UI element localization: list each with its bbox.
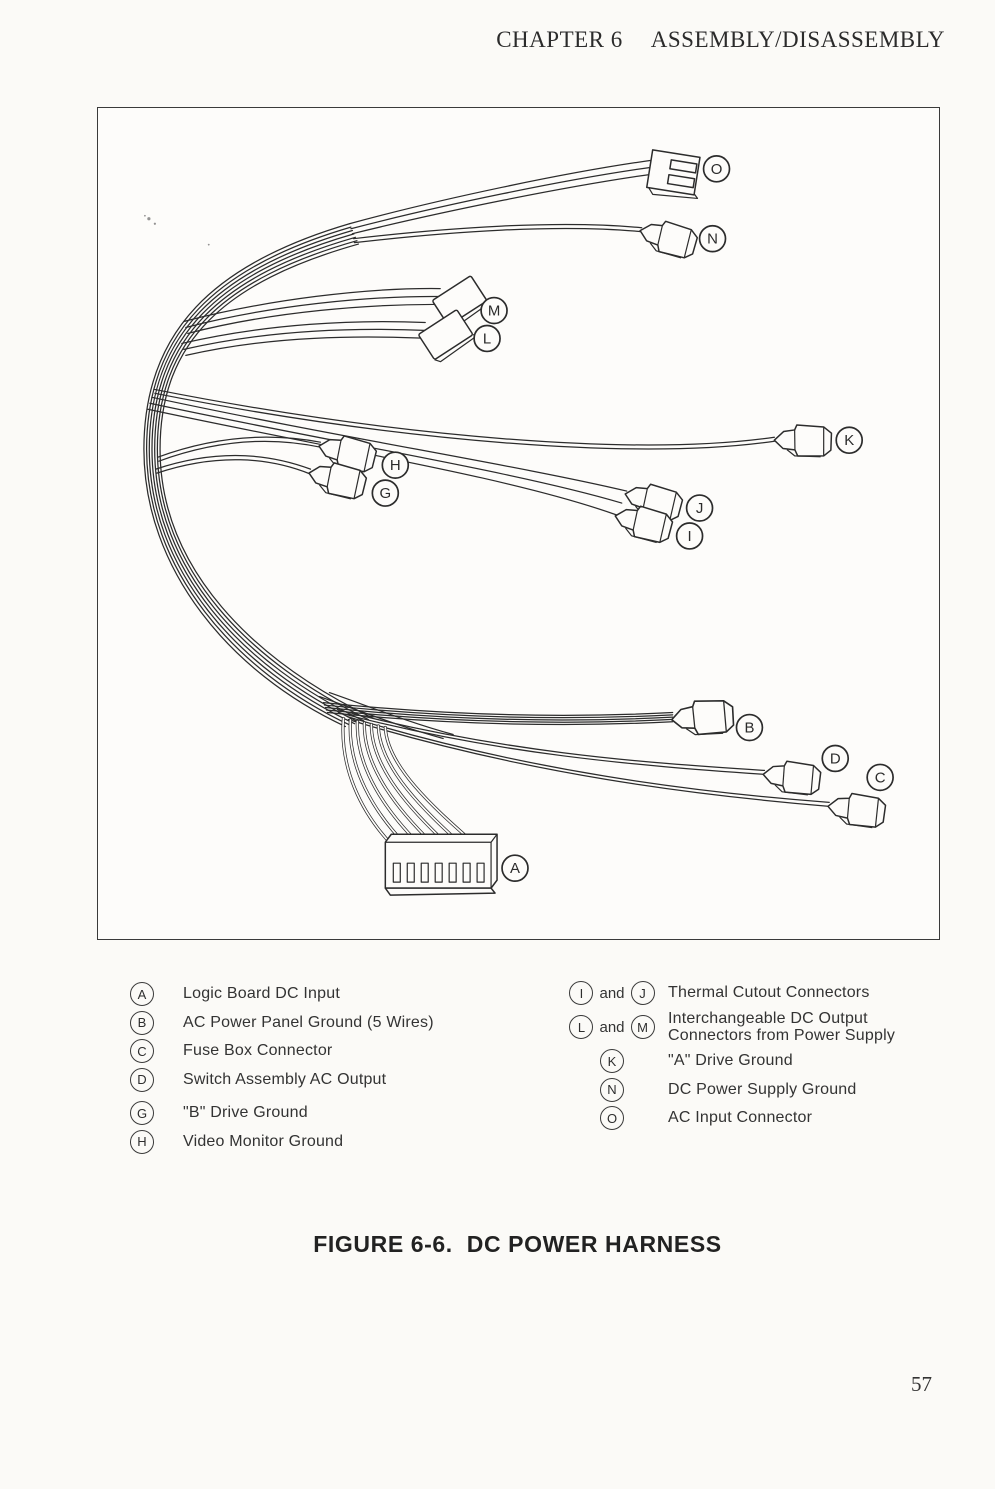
- legend-row-c: [130, 1039, 434, 1063]
- connector-o: [646, 150, 704, 201]
- svg-text:B: B: [744, 719, 755, 737]
- n-wire: [353, 224, 641, 242]
- svg-text:N: N: [707, 230, 718, 248]
- callout-l: [474, 325, 500, 351]
- legend-label-o: AC Input Connector: [668, 1109, 813, 1127]
- legend-circle-d: D: [130, 1068, 154, 1092]
- svg-text:M: M: [487, 302, 501, 320]
- o-lead-wires: [349, 160, 654, 234]
- connector-k: [774, 424, 832, 457]
- legend-label-ij: Thermal Cutout Connectors: [668, 984, 870, 1002]
- legend-joiner: and: [599, 984, 625, 1002]
- legend-label-b: AC Power Panel Ground (5 Wires): [183, 1013, 434, 1031]
- callout-o: [704, 156, 730, 182]
- chapter-label: CHAPTER 6: [496, 27, 623, 52]
- callout-h: [382, 452, 408, 478]
- page-number: 57: [911, 1372, 932, 1396]
- legend-circle-n: N: [600, 1078, 624, 1102]
- legend-row-ij: [556, 981, 916, 1005]
- callout-n: [700, 226, 726, 252]
- callout-g: [372, 480, 398, 506]
- legend-circle-h: H: [130, 1130, 154, 1154]
- scan-artifact: [144, 215, 210, 246]
- k-wire: [154, 389, 775, 449]
- g-wire: [156, 456, 311, 474]
- callout-b: [736, 715, 762, 741]
- h-wire: [158, 437, 321, 461]
- page-header: [496, 27, 945, 53]
- svg-text:O: O: [710, 160, 723, 178]
- callout-k: [836, 427, 862, 453]
- legend-label-lm: Interchangeable DC Output Connectors from Power Supply: [668, 1009, 896, 1044]
- svg-text:L: L: [482, 330, 492, 348]
- legend-circle-m: M: [631, 1015, 655, 1039]
- ml-bundle-wires: [182, 289, 446, 356]
- callout-i: [677, 523, 703, 549]
- svg-text:A: A: [510, 860, 521, 878]
- legend-row-h: [130, 1130, 434, 1154]
- callout-d: [822, 745, 848, 771]
- legend-row-k: [556, 1049, 916, 1073]
- legend-row-n: [556, 1078, 916, 1102]
- callout-j: [687, 495, 713, 521]
- legend-circle-o: O: [600, 1106, 624, 1130]
- legend-joiner: and: [599, 1018, 625, 1036]
- connector-c: [826, 790, 887, 829]
- legend-row-o: [556, 1106, 916, 1130]
- callout-m: [481, 298, 507, 324]
- svg-text:G: G: [379, 485, 392, 503]
- legend-circle-i: I: [569, 981, 593, 1005]
- diagram-frame: [97, 107, 940, 940]
- connector-b: [671, 699, 734, 736]
- legend-row-lm: [556, 1010, 916, 1045]
- legend-label-d: Switch Assembly AC Output: [183, 1070, 387, 1088]
- legend-row-d: [130, 1068, 434, 1092]
- connector-l: [418, 307, 479, 363]
- chapter-title: ASSEMBLY/DISASSEMBLY: [650, 27, 945, 52]
- connector-n: [636, 215, 699, 260]
- legend-circle-a: A: [130, 982, 154, 1006]
- legend-circle-k: K: [600, 1049, 624, 1073]
- connector-a: [385, 834, 497, 895]
- legend-label-n: DC Power Supply Ground: [668, 1080, 857, 1098]
- svg-text:D: D: [829, 750, 841, 768]
- svg-text:H: H: [389, 457, 401, 475]
- callout-c: [867, 764, 893, 790]
- legend-label-g: "B" Drive Ground: [183, 1104, 308, 1122]
- svg-text:K: K: [844, 432, 855, 450]
- legend-right-column: [556, 981, 916, 1135]
- harness-diagram-svg: [98, 108, 939, 939]
- legend-label-c: Fuse Box Connector: [183, 1042, 333, 1060]
- figure-caption: FIGURE 6-6. DC POWER HARNESS: [313, 1231, 722, 1257]
- legend-row-a: [130, 982, 434, 1006]
- b-lead-wires: [323, 703, 672, 725]
- callout-a: [502, 855, 528, 881]
- legend-label-a: Logic Board DC Input: [183, 985, 340, 1003]
- legend-circle-l: L: [569, 1015, 593, 1039]
- legend-circle-g: G: [130, 1101, 154, 1125]
- legend-label-h: Video Monitor Ground: [183, 1132, 344, 1150]
- legend-label-k: "A" Drive Ground: [668, 1052, 793, 1070]
- connector-d: [761, 759, 821, 797]
- legend-circle-b: B: [130, 1011, 154, 1035]
- legend-row-g: [130, 1101, 434, 1125]
- legend-left-column: [130, 982, 434, 1158]
- svg-text:C: C: [874, 769, 886, 787]
- legend-row-b: [130, 1011, 434, 1035]
- svg-text:I: I: [687, 527, 692, 545]
- svg-text:J: J: [695, 500, 704, 518]
- legend-circle-j: J: [631, 981, 655, 1005]
- legend-circle-c: C: [130, 1039, 154, 1063]
